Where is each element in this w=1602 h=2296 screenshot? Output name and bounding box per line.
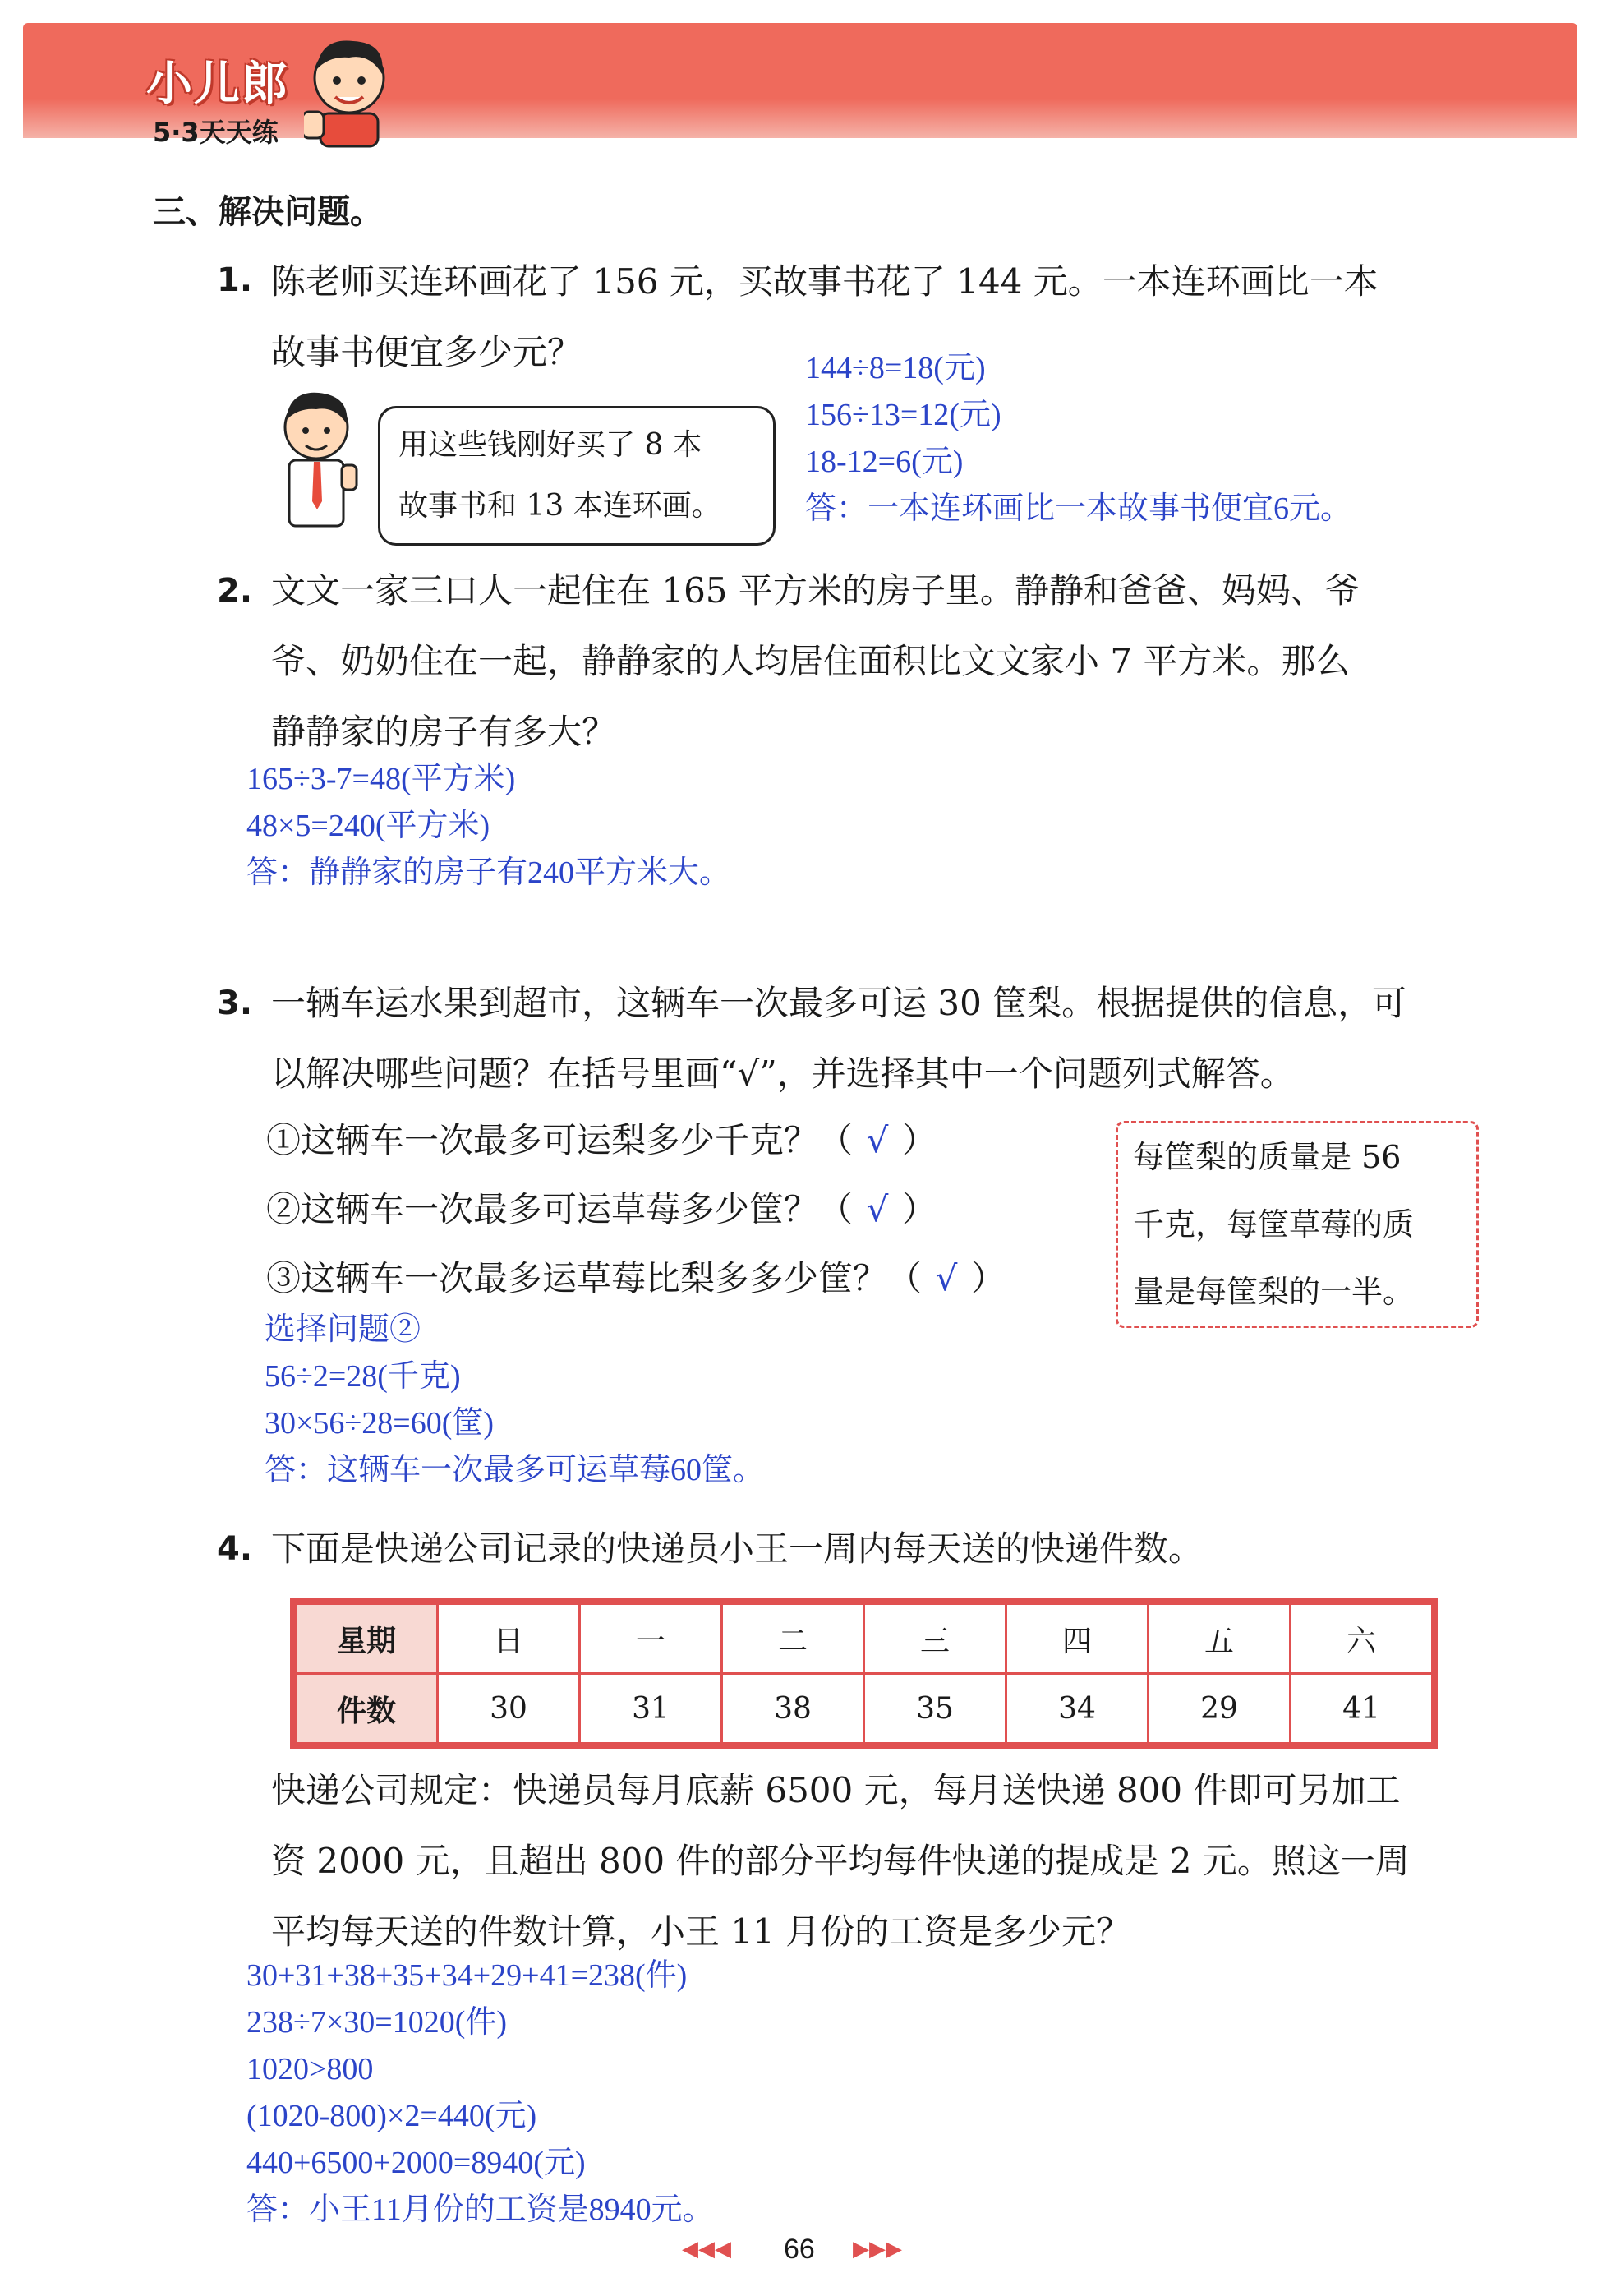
table-cell: 日 [438, 1604, 580, 1674]
q3-line2: 以解决哪些问题？在括号里画“√”，并选择其中一个问题列式解答。 [271, 1053, 1295, 1094]
q2-answer [246, 756, 730, 897]
section-title: 三、解决问题。 [153, 193, 383, 231]
q3-number: 3. [217, 984, 253, 1022]
q3-answer-line: 30×56÷28=60(筐) [265, 1406, 495, 1441]
q3-answer-line: 选择问题② [265, 1312, 421, 1347]
q1-answer-line: 144÷8=18(元) [805, 351, 986, 385]
delivery-table [294, 1602, 1434, 1745]
table-cell: 29 [1149, 1674, 1291, 1744]
table-cell: 38 [722, 1674, 864, 1744]
q1-bubble-line2: 故事书和 13 本连环画。 [398, 489, 721, 523]
q4-answer-line: 238÷7×30=1020(件) [246, 2005, 508, 2040]
q2-answer-line: 48×5=240(平方米) [246, 809, 490, 843]
q3-option-2 [266, 1175, 1006, 1244]
q3-info-line3: 量是每筐梨的一半。 [1133, 1274, 1415, 1310]
q3-answer [265, 1307, 764, 1494]
q2-text [271, 556, 1553, 768]
q3-option-close: ） [902, 1189, 937, 1229]
table-header-cell: 件数 [296, 1674, 438, 1744]
next-arrows-icon: ▶▶▶ [853, 2237, 902, 2261]
table-cell: 35 [864, 1674, 1006, 1744]
q4-answer-line: 1020>800 [246, 2052, 374, 2086]
brand-logo: 小儿郎 [146, 58, 289, 111]
table-cell: 30 [438, 1674, 580, 1744]
q3-option-text: ③这辆车一次最多运草莓比梨多多少筐？（ [266, 1258, 923, 1298]
q3-checkmark: √ [935, 1258, 958, 1298]
q3-option-text: ①这辆车一次最多可运梨多少千克？（ [266, 1120, 854, 1160]
q3-option-3 [266, 1244, 1006, 1313]
table-cell: 41 [1291, 1674, 1433, 1744]
prev-arrows-icon: ◀◀◀ [682, 2237, 731, 2261]
page-number: 66 [784, 2234, 815, 2265]
q4-rule-line1: 快递公司规定：快递员每月底薪 6500 元，每月送快递 800 件即可另加工 [271, 1770, 1401, 1810]
table-cell: 34 [1006, 1674, 1149, 1744]
q4-answer-line: 答：小王11月份的工资是8940元。 [246, 2192, 714, 2227]
q4-line1: 下面是快递公司记录的快递员小王一周内每天送的快递件数。 [271, 1528, 1204, 1569]
q3-text [271, 968, 1553, 1109]
q3-option-close: ） [902, 1120, 937, 1160]
q2-answer-line: 答：静静家的房子有240平方米大。 [246, 855, 731, 890]
q1-line2: 故事书便宜多少元？ [271, 332, 582, 372]
q1-speech-bubble [378, 406, 776, 546]
q2-line3: 静静家的房子有多大？ [271, 712, 617, 752]
table-header-cell: 星期 [296, 1604, 438, 1674]
q3-info-box [1116, 1121, 1479, 1328]
q3-options [266, 1106, 1006, 1313]
q3-option-text: ②这辆车一次最多可运草莓多少筐？（ [266, 1189, 854, 1229]
q3-checkmark: √ [866, 1120, 889, 1160]
q1-line1: 陈老师买连环画花了 156 元，买故事书花了 144 元。一本连环画比一本 [271, 261, 1379, 302]
q1-number: 1. [217, 261, 253, 299]
q3-option-close: ） [971, 1258, 1006, 1298]
q3-option-1 [266, 1106, 1006, 1175]
boy-thumbs-up-icon [304, 33, 394, 148]
q1-answer [805, 345, 1351, 533]
q3-checkmark: √ [866, 1189, 889, 1229]
table-cell: 二 [722, 1604, 864, 1674]
table-cell: 四 [1006, 1604, 1149, 1674]
q1-answer-line: 156÷13=12(元) [805, 398, 1001, 432]
q2-number: 2. [217, 572, 253, 610]
q4-number: 4. [217, 1530, 253, 1568]
q2-line1: 文文一家三口人一起住在 165 平方米的房子里。静静和爸爸、妈妈、爷 [271, 570, 1360, 611]
q2-line2: 爷、奶奶住在一起，静静家的人均居住面积比文文家小 7 平方米。那么 [271, 641, 1351, 681]
q3-line1: 一辆车运水果到超市，这辆车一次最多可运 30 筐梨。根据提供的信息，可 [271, 983, 1407, 1023]
q4-rules [271, 1755, 1553, 1967]
q2-answer-line: 165÷3-7=48(平方米) [246, 762, 516, 796]
boy-pointing-icon [271, 386, 361, 534]
q1-answer-line: 18-12=6(元) [805, 445, 964, 479]
table-cell: 三 [864, 1604, 1006, 1674]
q1-answer-line: 答：一本连环画比一本故事书便宜6元。 [805, 491, 1352, 526]
q1-bubble-line1: 用这些钱刚好买了 8 本 [398, 428, 702, 462]
q4-answer-line: 30+31+38+35+34+29+41=238(件) [246, 1958, 688, 1993]
q3-info-line2: 千克，每筐草莓的质 [1133, 1206, 1415, 1243]
table-row-days [296, 1604, 1433, 1674]
table-cell: 31 [580, 1674, 722, 1744]
table-row-counts [296, 1674, 1433, 1744]
table-cell: 五 [1149, 1604, 1291, 1674]
q3-answer-line: 答：这辆车一次最多可运草莓60筐。 [265, 1453, 765, 1487]
q4-answer-line: 440+6500+2000=8940(元) [246, 2146, 586, 2180]
series-label: 5·3天天练 [153, 117, 279, 148]
q3-answer-line: 56÷2=28(千克) [265, 1359, 461, 1394]
table-cell: 六 [1291, 1604, 1433, 1674]
q4-rule-line2: 资 2000 元，且超出 800 件的部分平均每件快递的提成是 2 元。照这一周 [271, 1841, 1410, 1881]
q4-rule-line3: 平均每天送的件数计算，小王 11 月份的工资是多少元？ [271, 1911, 1131, 1952]
q4-answer [246, 1953, 714, 2234]
q3-info-line1: 每筐梨的质量是 56 [1133, 1139, 1402, 1175]
table-cell: 一 [580, 1604, 722, 1674]
q4-answer-line: (1020-800)×2=440(元) [246, 2099, 537, 2133]
